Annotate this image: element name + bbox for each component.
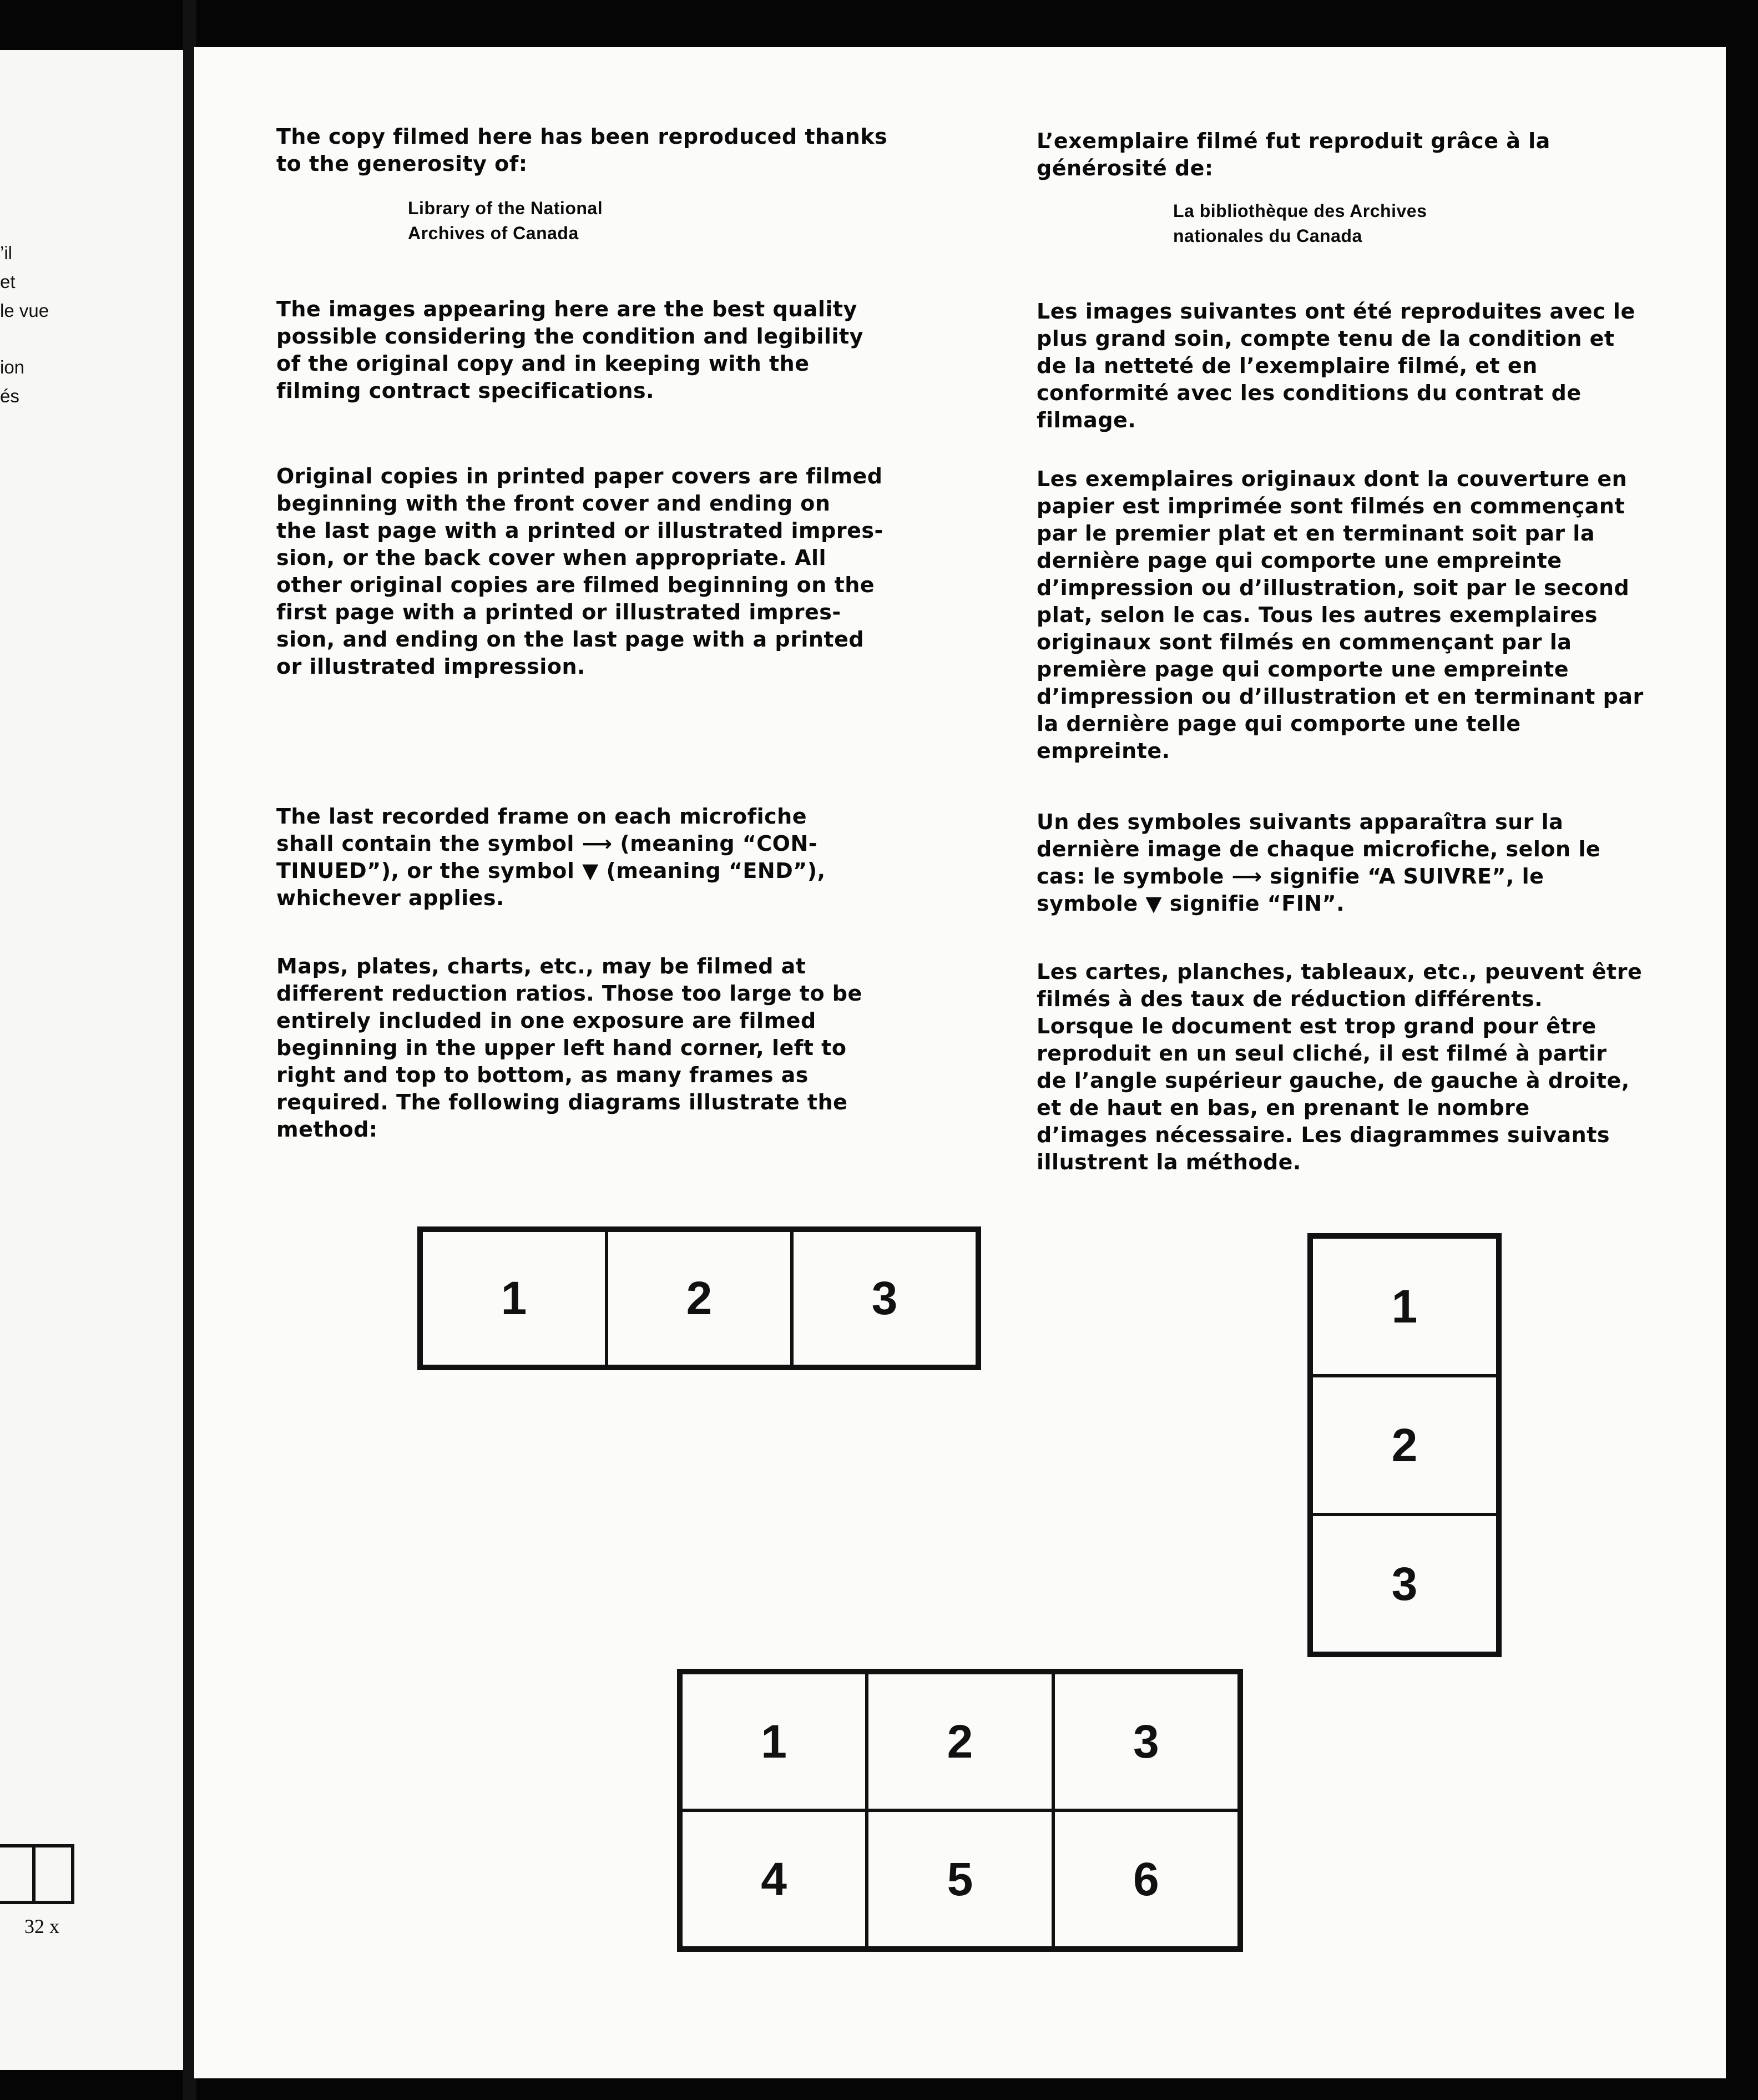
horizontal-frame-diagram — [417, 1226, 981, 1370]
previous-page-text-fragments — [0, 239, 49, 411]
reduction-ratio-label: 32 x — [24, 1915, 59, 1937]
french-maps-text: Les cartes, planches, tableaux, etc., peuvent être filmés à des taux de réduction différents. Lorsque le document est trop grand pour être reproduit en un seul cliché, il est filmé à partir de l’angle supérieur gauche, de gauche à droite, et de haut en bas, en prenant le nombre d’images nécessaire. Les diagrammes suivants illustrent la méthode. — [1037, 960, 1643, 1174]
english-credit — [276, 123, 915, 178]
english-symbols-notice — [276, 803, 915, 912]
frame-cell: 1 — [421, 1230, 607, 1366]
english-quality-notice — [276, 296, 915, 405]
english-quality-text: The images appearing here are the best quality possible considering the condition and legibility of the original copy and in keeping with the filming contract specifications. — [276, 297, 863, 403]
french-institution — [1173, 199, 1726, 249]
frame-cell: 5 — [867, 1810, 1053, 1948]
frame-cell: 1 — [1311, 1237, 1498, 1376]
frame-cell: 1 — [681, 1673, 867, 1810]
grid-frame-diagram — [677, 1669, 1243, 1952]
frame-cell: 3 — [1053, 1673, 1239, 1810]
english-symbols-text: The last recorded frame on each microfiche shall contain the symbol ⟶ (meaning “CON- TINUED”), or the symbol ▼ (meaning “END”), whichever applies. — [276, 804, 826, 910]
frame-cell: 6 — [1053, 1810, 1239, 1948]
english-institution — [408, 196, 1046, 246]
english-credit-intro: The copy filmed here has been reproduced thanks to the generosity of: — [276, 124, 888, 176]
french-symbols-notice — [1037, 809, 1714, 917]
vertical-frame-diagram — [1307, 1233, 1502, 1657]
english-covers-text: Original copies in printed paper covers are filmed beginning with the front cover and ending on the last page with a printed or illustrated impres- sion, or the back cover when appropriate. All other original copies are filmed beginning on the first page with a printed or illustrated impres- sion, and ending on the last page with a printed or illustrated impression. — [276, 464, 883, 679]
english-maps-notice — [276, 953, 915, 1143]
english-institution-name: Library of the National Archives of Canada — [408, 198, 603, 243]
english-covers-notice — [276, 463, 915, 680]
french-covers-text: Les exemplaires originaux dont la couverture en papier est imprimée sont filmés en commençant par le premier plat et en terminant soit par la dernière page qui comporte une empreinte d’impression ou d’illustration, soit par le second plat, selon le cas. Tous les autres exemplaires originaux sont filmés en commençant par la première page qui comporte une empreinte d’impression ou d’illustration et en terminant par la dernière page qui comporte une telle empreinte. — [1037, 467, 1644, 763]
frame-cell: 2 — [607, 1230, 792, 1366]
french-quality-notice — [1037, 298, 1714, 434]
fragment: ion — [0, 357, 25, 377]
frame-cell: 2 — [867, 1673, 1053, 1810]
frame-cell: 2 — [1311, 1376, 1498, 1515]
french-maps-notice — [1037, 958, 1714, 1176]
previous-page-diagram-fragment — [0, 1844, 74, 1904]
frame-cell: 3 — [792, 1230, 977, 1366]
fragment: le vue — [0, 300, 49, 321]
fragment: ’il — [0, 243, 12, 263]
french-covers-notice — [1037, 466, 1714, 765]
frame-cell: 3 — [1311, 1515, 1498, 1653]
french-quality-text: Les images suivantes ont été reproduites avec le plus grand soin, compte tenu de la condition et de la netteté de l’exemplaire filmé, et en conformité avec les conditions du contrat de filmage. — [1037, 299, 1635, 432]
fragment: et — [0, 271, 16, 292]
fragment: és — [0, 386, 19, 406]
microfiche-target-page — [194, 47, 1726, 2078]
english-maps-text: Maps, plates, charts, etc., may be filmed at different reduction ratios. Those too large to be entirely included in one exposure are filmed beginning in the upper left hand corner, left to right and top to bottom, as many frames as required. The following diagrams illustrate the method: — [276, 954, 862, 1142]
french-credit-intro: L’exemplaire filmé fut reproduit grâce à la générosité de: — [1037, 129, 1550, 180]
french-credit — [1037, 128, 1714, 182]
french-symbols-text: Un des symboles suivants apparaîtra sur la dernière image de chaque microfiche, selon le cas: le symbole ⟶ signifie “A SUIVRE”, le symbole ▼ signifie “FIN”. — [1037, 810, 1601, 916]
frame-cell: 4 — [681, 1810, 867, 1948]
french-institution-name: La bibliothèque des Archives nationales du Canada — [1173, 201, 1427, 246]
